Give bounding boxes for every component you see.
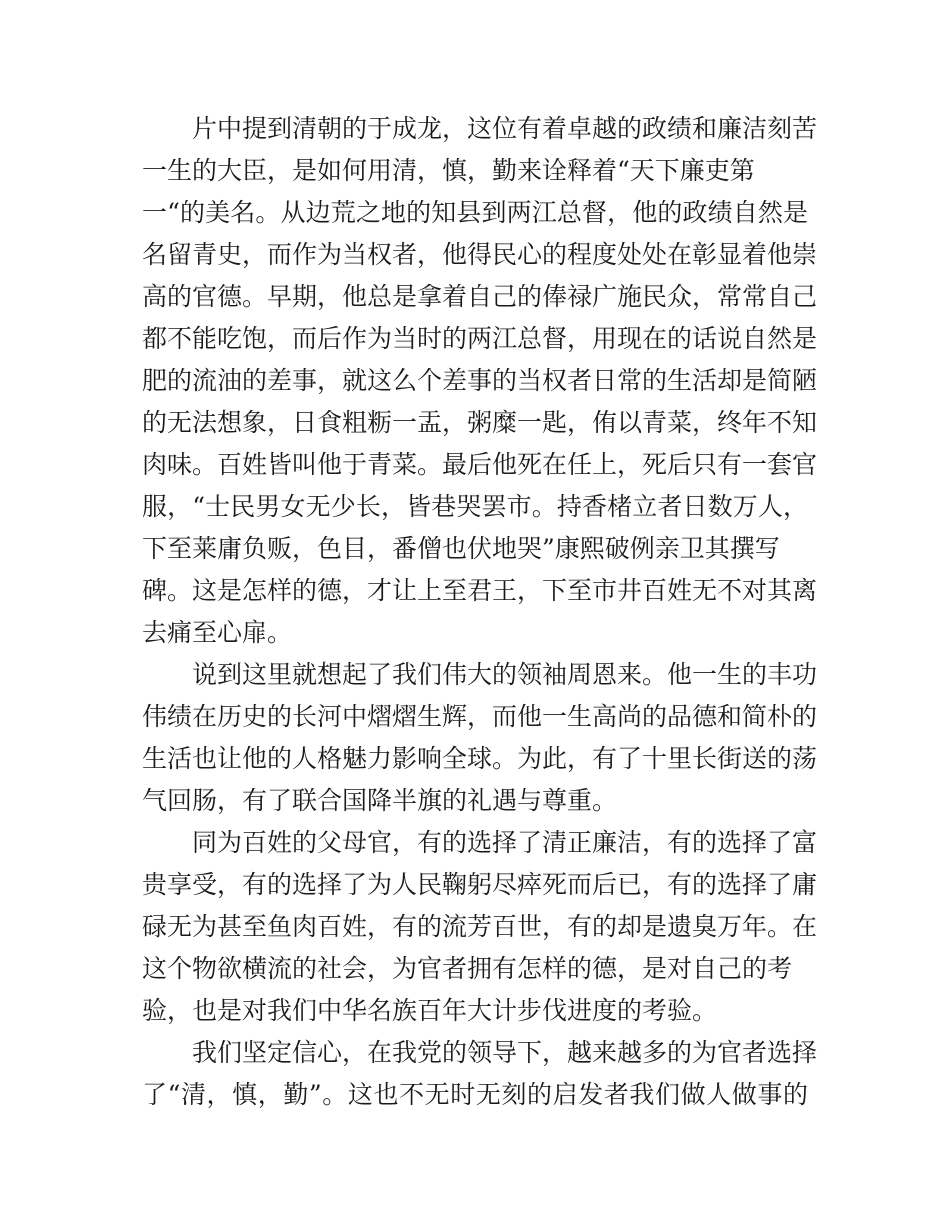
text-line: 一生的大臣，是如何用清，慎，勤来诠释着“天下廉吏第 <box>142 156 755 185</box>
text-line: 都不能吃饱，而后作为当时的两江总督，用现在的话说自然是 <box>142 324 818 353</box>
text-line: 肥的流油的差事，就这么个差事的当权者日常的生活却是简陋 <box>142 366 818 395</box>
text-line: 了“清，慎，勤”。这也不无时无刻的启发者我们做人做事的 <box>142 1080 808 1109</box>
text-line: 去痛至心扉。 <box>142 618 293 647</box>
text-line: 片中提到清朝的于成龙，这位有着卓越的政绩和廉洁刻苦 <box>192 114 818 143</box>
text-line: 肉味。百姓皆叫他于青菜。最后他死在任上，死后只有一套官 <box>142 450 818 479</box>
text-line: 贵享受，有的选择了为人民鞠躬尽瘁死而后已，有的选择了庸 <box>142 870 818 899</box>
text-line: 碌无为甚至鱼肉百姓，有的流芳百世，有的却是遗臭万年。在 <box>142 912 818 941</box>
text-line: 高的官德。早期，他总是拿着自己的俸禄广施民众，常常自己 <box>142 282 818 311</box>
text-line: 下至莱庸负贩，色目，番僧也伏地哭”康熙破例亲卫其撰写 <box>142 534 780 563</box>
text-line: 我们坚定信心，在我党的领导下，越来越多的为官者选择 <box>192 1038 818 1067</box>
text-line: 生活也让他的人格魅力影响全球。为此，有了十里长街送的荡 <box>142 744 818 773</box>
text-line: 的无法想象，日食粗粝一盂，粥糜一匙，侑以青菜，终年不知 <box>142 408 818 437</box>
text-line: 一“的美名。从边荒之地的知县到两江总督，他的政绩自然是 <box>142 198 808 227</box>
text-line: 这个物欲横流的社会，为官者拥有怎样的德，是对自己的考 <box>142 954 793 983</box>
text-line: 同为百姓的父母官，有的选择了清正廉洁，有的选择了富 <box>192 828 818 857</box>
text-line: 说到这里就想起了我们伟大的领袖周恩来。他一生的丰功 <box>192 660 818 689</box>
text-line: 伟绩在历史的长河中熠熠生辉，而他一生高尚的品德和简朴的 <box>142 702 818 731</box>
text-line: 气回肠，有了联合国降半旗的礼遇与尊重。 <box>142 786 618 815</box>
text-line: 验，也是对我们中华名族百年大计步伐进度的考验。 <box>142 996 718 1025</box>
text-line: 碑。这是怎样的德，才让上至君王，下至市井百姓无不对其离 <box>142 576 818 605</box>
text-line: 名留青史，而作为当权者，他得民心的程度处处在彰显着他崇 <box>142 240 818 269</box>
text-line: 服，“士民男女无少长，皆巷哭罢市。持香楮立者日数万人， <box>142 492 808 521</box>
